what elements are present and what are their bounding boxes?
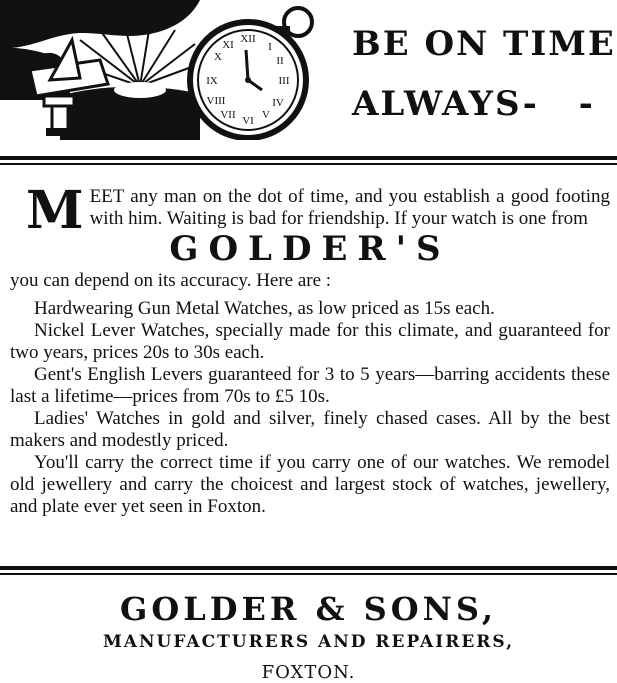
svg-text:VI: VI [242, 115, 254, 127]
subtitle-text: MANUFACTURERS AND REPAIRERS, [102, 632, 515, 652]
svg-text:II: II [276, 55, 284, 67]
svg-text:VIII: VIII [206, 95, 226, 107]
top-rule-thick [0, 156, 617, 160]
sundial-and-pocket-watch-icon [0, 0, 322, 140]
top-rule-thin [0, 163, 617, 165]
svg-text:VII: VII [220, 109, 236, 121]
intro-paragraph [10, 180, 610, 241]
list-item: Hardwearing Gun Metal Watches, as low priced as 15s each. [34, 298, 495, 319]
svg-text:XI: XI [222, 39, 234, 51]
headline-line-2 [352, 84, 595, 124]
svg-text:I: I [268, 41, 272, 53]
svg-text:XII: XII [240, 33, 256, 45]
headline-word: ALWAYS- [352, 84, 539, 124]
svg-text:V: V [262, 109, 270, 121]
svg-text:IV: IV [272, 97, 284, 109]
advert-body [10, 180, 610, 518]
lead-line: you can depend on its accuracy. Here are : [10, 270, 332, 291]
footer-town [0, 662, 617, 683]
bottom-rule-thin [0, 573, 617, 575]
footer-signature [0, 590, 617, 628]
town-text: FOXTON. [261, 662, 356, 683]
svg-text:X: X [214, 51, 222, 63]
footer-subtitle [0, 632, 617, 652]
list-item: Ladies' Watches in gold and silver, finely chased cases. All by the best makers and modestly priced. [10, 408, 610, 451]
list-item: You'll carry the correct time if you carry one of our watches. We remodel old jewellery and carry the choicest and largest stock of watches, jewellery, and plate ever yet seen in Foxton. [10, 452, 610, 517]
firm-name: GOLDER'S [169, 229, 451, 269]
list-item: Nickel Lever Watches, specially made for this climate, and guaranteed for two years, prices 20s to 30s each. [10, 320, 610, 363]
headline-line-1: BE ON TIME [352, 24, 616, 64]
svg-text:III: III [278, 75, 290, 87]
signature-text: GOLDER & SONS, [120, 590, 497, 628]
svg-text:IX: IX [206, 75, 218, 87]
headline-dash: - [578, 84, 595, 124]
drop-cap: M [26, 180, 84, 241]
bottom-rule-thick [0, 566, 617, 570]
list-item: Gent's English Levers guaranteed for 3 to 5 years—barring accidents these last a lifetime—prices from 70s to £5 10s. [10, 364, 610, 407]
intro-text: EET any man on the dot of time, and you establish a good footing with him. Waiting is bad for friendship. If your watch is one from [89, 186, 610, 229]
